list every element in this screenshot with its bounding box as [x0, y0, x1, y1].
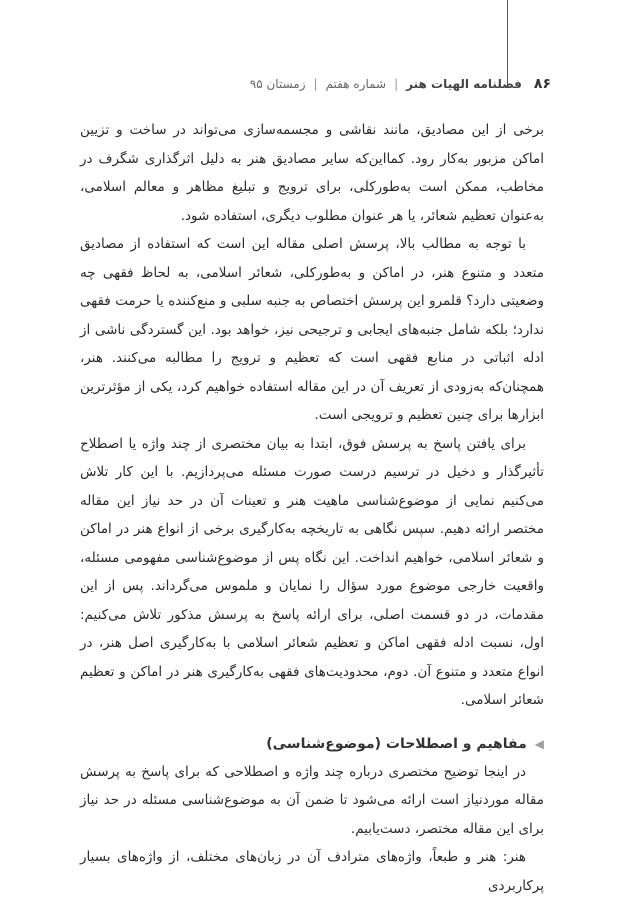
- issue-season: زمستان ۹۵: [249, 77, 306, 91]
- paragraph: هنر: هنر و طبعاً، واژه‌های مترادف آن در زبان‌های مختلف، از واژه‌های بسیار پرکاربردی: [80, 849, 544, 894]
- header-separator: |: [313, 77, 318, 91]
- body-text: [80, 116, 544, 900]
- header-divider-line: [507, 0, 508, 88]
- paragraph: برخی از این مصادیق، مانند نقاشی و مجسمه‌سازی می‌تواند در ساخت و تزیین اماکن مزبور به‌کار رود. کمااین‌که سایر مصادیق هنر به دلیل اثرگذاری شگرف در مخاطب، ممکن است به‌طورکلی، برای ترویج و تبلیغ مظاهر و معالم اسلامی، به‌عنوان تعظیم شعائر، یا هر عنوان مطلوب دیگری، استفاده شود.: [80, 122, 544, 224]
- paragraph: برای یافتن پاسخ به پرسش فوق، ابتدا به بیان مختصری از چند واژه یا اصطلاح تأثیرگذار و دخیل در ترسیم درست صورت مسئله می‌پردازیم. با این کار تلاش می‌کنیم نمایی از موضوع‌شناسی ماهیت هنر و تعینات آن در حد نیاز این مقاله مختصر ارائه دهیم. سپس نگاهی به تاریخچه به‌کارگیری برخی از انواع هنر در اماکن و شعائر اسلامی، خواهیم انداخت. این نگاه پس از موضوع‌شناسی مفهومی مسئله، واقعیت خارجی موضوع مورد سؤال را نمایان و ملموس می‌گرداند. پس از این مقدمات، در دو قسمت اصلی، برای ارائه پاسخ به پرسش مذکور تلاش می‌کنیم: اول، نسبت ادله فقهی اماکن و تعظیم شعائر اسلامی با به‌کارگیری اصل هنر، در انواع متعدد و متنوع آن. دوم، محدودیت‌های فقهی به‌کارگیری هنر در اماکن و تعظیم شعائر اسلامی.: [80, 435, 544, 708]
- page-number: ۸۶: [533, 76, 551, 92]
- journal-name: فصلنامه الهیات هنر: [406, 77, 522, 91]
- paragraph: در اینجا توضیح مختصری درباره چند واژه و اصطلاحی که برای پاسخ به پرسش مقاله موردنیاز است ارائه می‌شود تا ضمن آن به موضوع‌شناسی مسئله در حد نیاز برای این مقاله مختصر، دست‌یابیم.: [80, 763, 544, 837]
- header-separator: |: [394, 77, 399, 91]
- paragraph: با توجه به مطالب بالا، پرسش اصلی مقاله این است که استفاده از مصادیق متعدد و متنوع هنر، در اماکن و به‌طورکلی، شعائر اسلامی، به لحاظ فقهی چه وضعیتی دارد؟ قلمرو این پرسش اختصاص به جنبه سلبی و منع‌کننده یا حرمت فقهی ندارد؛ بلکه شامل جنبه‌های ایجابی و ترجیحی نیز، خواهد بود. این گستردگی ناشی از ادله اثباتی در منابع فقهی است که تعظیم و ترویج را مطالبه می‌کنند. هنر، همچنان‌که به‌زودی از تعریف آن در این مقاله استفاده خواهیم کرد، یکی از مؤثرترین ابزارها برای چنین تعظیم و ترویجی است.: [80, 236, 544, 423]
- issue-number: شماره هفتم: [325, 77, 387, 91]
- running-header: [250, 76, 551, 92]
- section-heading: [80, 730, 544, 758]
- section-heading-text: مفاهیم و اصطلاحات (موضوع‌شناسی): [266, 735, 527, 752]
- triangle-marker-icon: ◀: [534, 736, 544, 751]
